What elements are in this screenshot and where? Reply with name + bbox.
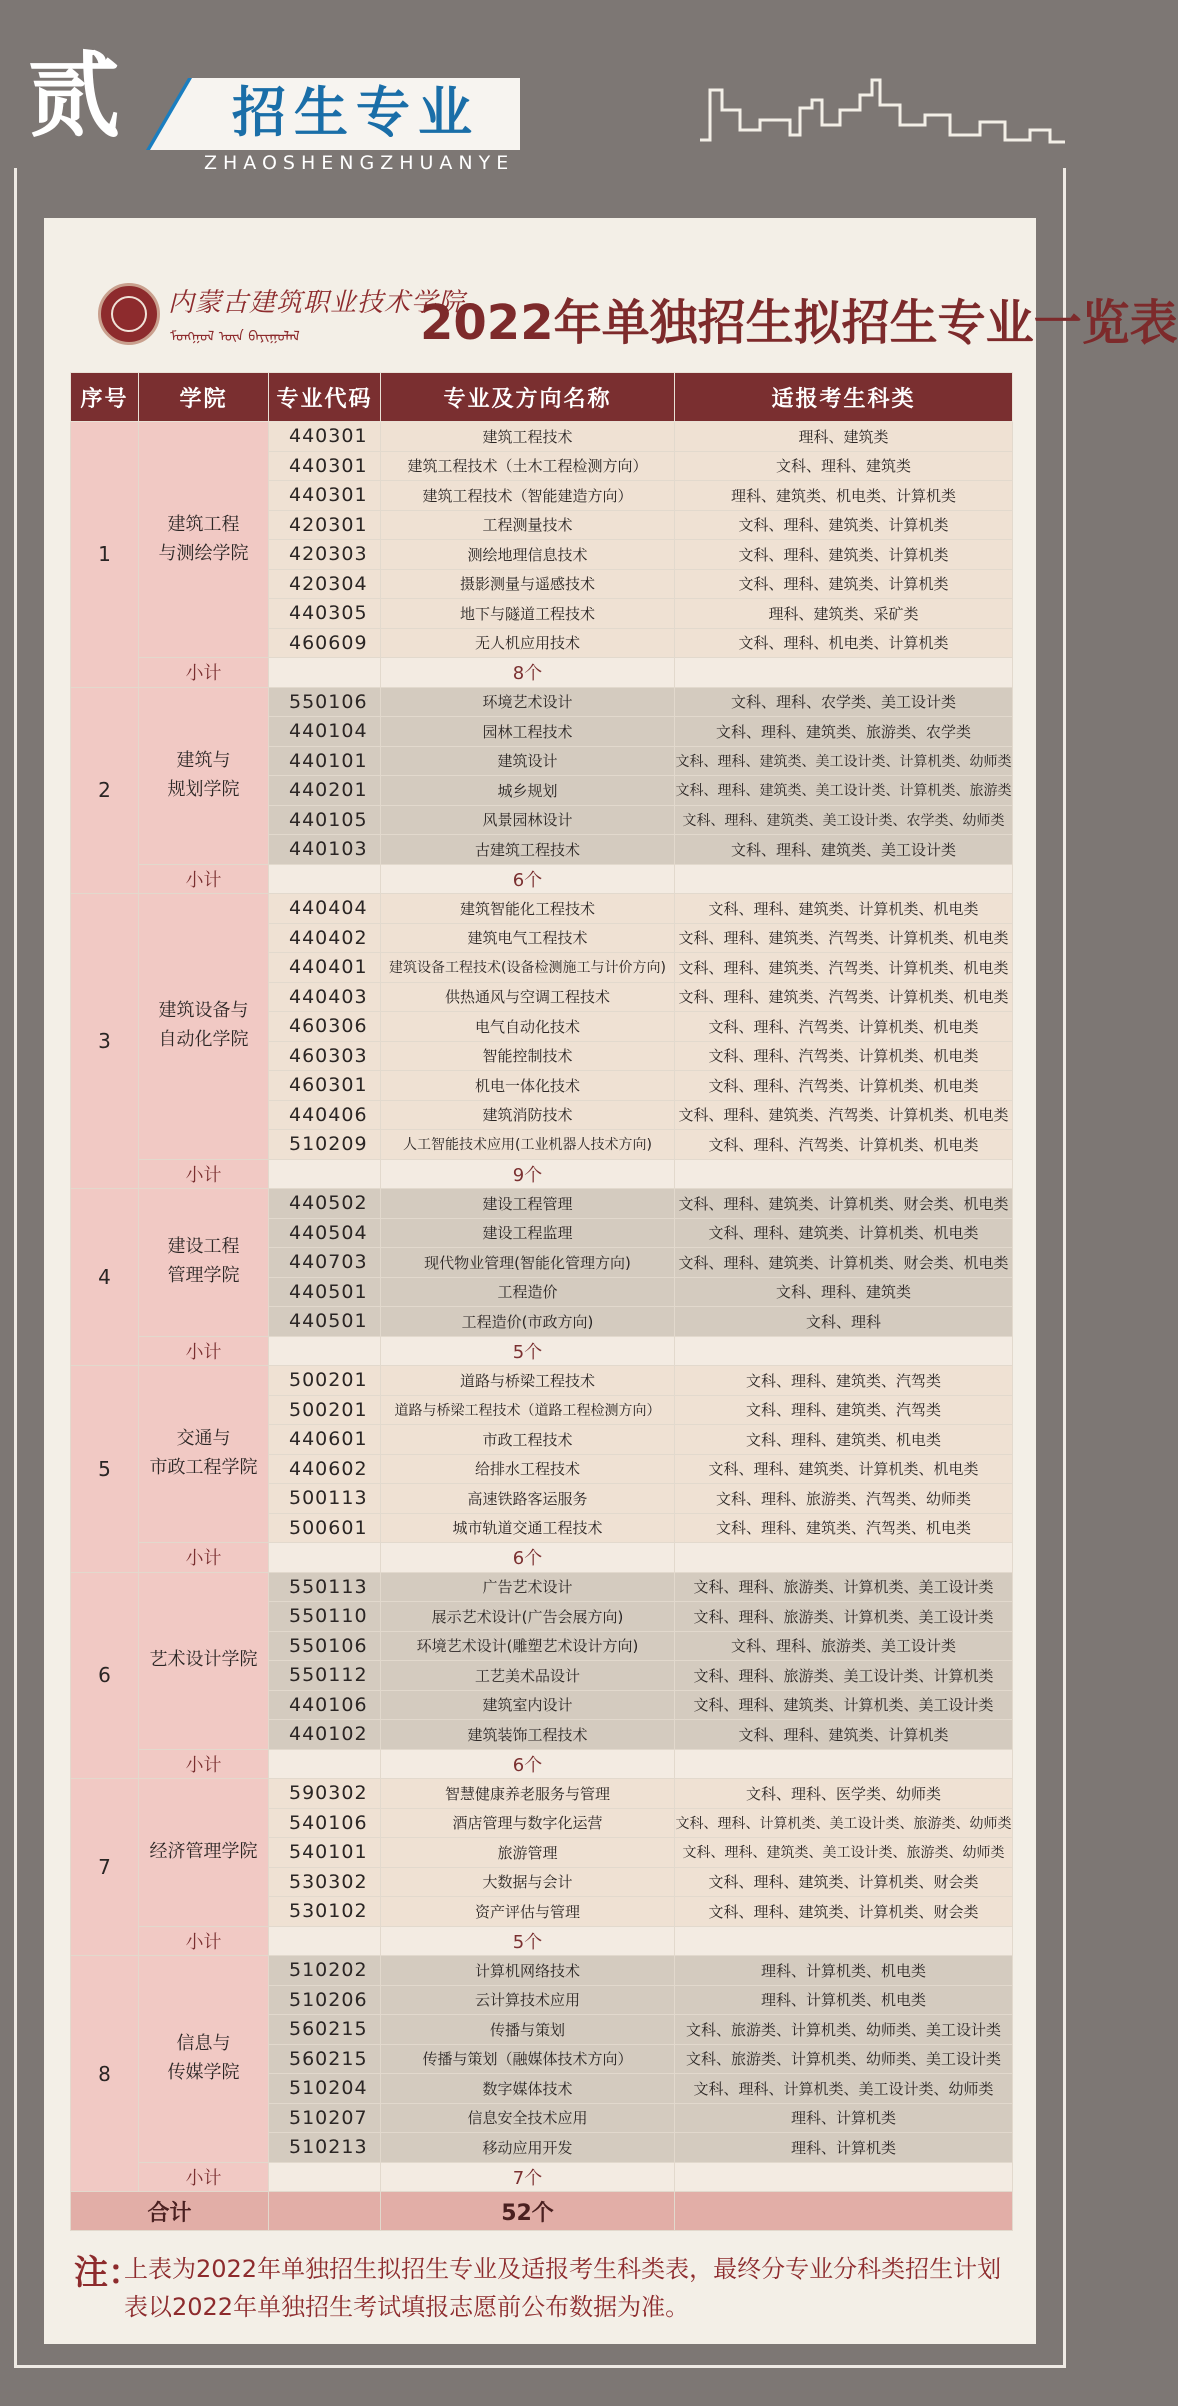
subjects-cell: 文科、理科、机电类、计算机类 <box>675 628 1013 658</box>
subjects-cell: 文科、理科、建筑类 <box>675 1277 1013 1307</box>
subjects-cell: 文科、理科、建筑类、计算机类、机电类 <box>675 1218 1013 1248</box>
subtotal-blank <box>675 1926 1013 1956</box>
subjects-cell: 理科、建筑类、采矿类 <box>675 599 1013 629</box>
subtotal-blank <box>269 1749 381 1779</box>
subjects-cell: 文科、理科、建筑类、美工设计类、计算机类、旅游类 <box>675 776 1013 806</box>
code-cell: 440201 <box>269 776 381 806</box>
major-cell: 资产评估与管理 <box>381 1897 675 1927</box>
subjects-cell: 文科、理科、建筑类、计算机类、财会类、机电类 <box>675 1189 1013 1219</box>
code-cell: 550110 <box>269 1602 381 1632</box>
subjects-cell: 文科、理科、医学类、幼师类 <box>675 1779 1013 1809</box>
subtotal-blank <box>269 1926 381 1956</box>
code-cell: 440106 <box>269 1690 381 1720</box>
major-cell: 道路与桥梁工程技术 <box>381 1366 675 1396</box>
code-cell: 440502 <box>269 1189 381 1219</box>
subtotal-label: 小计 <box>139 1926 269 1956</box>
major-cell: 信息安全技术应用 <box>381 2103 675 2133</box>
major-cell: 智慧健康养老服务与管理 <box>381 1779 675 1809</box>
subjects-cell: 文科、理科、建筑类、计算机类 <box>675 510 1013 540</box>
major-cell: 现代物业管理(智能化管理方向) <box>381 1248 675 1278</box>
total-blank <box>675 2192 1013 2231</box>
subjects-cell: 文科、理科、旅游类、计算机类、美工设计类 <box>675 1572 1013 1602</box>
subtotal-label: 小计 <box>139 1543 269 1573</box>
table-header-row <box>71 373 1013 422</box>
total-row <box>71 2192 1013 2231</box>
code-cell: 440301 <box>269 422 381 452</box>
table-row <box>71 1956 1013 1986</box>
code-cell: 440105 <box>269 805 381 835</box>
major-cell: 传播与策划 <box>381 2015 675 2045</box>
section-subtitle: ZHAOSHENGZHUANYE <box>204 152 515 174</box>
subjects-cell: 文科、理科、建筑类、计算机类、机电类 <box>675 1454 1013 1484</box>
subjects-cell: 理科、计算机类、机电类 <box>675 1956 1013 1986</box>
col-header-major: 专业及方向名称 <box>381 373 675 422</box>
table-row <box>71 1779 1013 1809</box>
subtotal-row <box>71 1543 1013 1573</box>
code-cell: 440104 <box>269 717 381 747</box>
subjects-cell: 文科、理科、旅游类、计算机类、美工设计类 <box>675 1602 1013 1632</box>
subjects-cell: 文科、理科、建筑类、计算机类、美工设计类 <box>675 1690 1013 1720</box>
major-cell: 移动应用开发 <box>381 2133 675 2163</box>
major-cell: 机电一体化技术 <box>381 1071 675 1101</box>
code-cell: 440601 <box>269 1425 381 1455</box>
major-cell: 展示艺术设计(广告会展方向) <box>381 1602 675 1632</box>
subtotal-blank <box>675 658 1013 688</box>
major-cell: 建筑消防技术 <box>381 1100 675 1130</box>
subtotal-blank <box>675 2162 1013 2192</box>
code-cell: 510204 <box>269 2074 381 2104</box>
major-cell: 建筑装饰工程技术 <box>381 1720 675 1750</box>
code-cell: 500201 <box>269 1395 381 1425</box>
college-cell: 建设工程 管理学院 <box>139 1189 269 1337</box>
subjects-cell: 文科、理科、建筑类、机电类 <box>675 1425 1013 1455</box>
seq-cell: 4 <box>71 1189 139 1366</box>
subtotal-label: 小计 <box>139 2162 269 2192</box>
subtotal-value: 8个 <box>381 658 675 688</box>
code-cell: 440504 <box>269 1218 381 1248</box>
code-cell: 440602 <box>269 1454 381 1484</box>
subtotal-label: 小计 <box>139 864 269 894</box>
col-header-subjects: 适报考生科类 <box>675 373 1013 422</box>
seq-cell: 5 <box>71 1366 139 1573</box>
subtotal-label: 小计 <box>139 658 269 688</box>
code-cell: 440103 <box>269 835 381 865</box>
subjects-cell: 文科、理科、建筑类、汽驾类 <box>675 1366 1013 1396</box>
subjects-cell: 理科、建筑类、机电类、计算机类 <box>675 481 1013 511</box>
subjects-cell: 文科、理科、建筑类、美工设计类、计算机类、幼师类 <box>675 746 1013 776</box>
subjects-cell: 文科、理科、建筑类 <box>675 451 1013 481</box>
code-cell: 460306 <box>269 1012 381 1042</box>
code-cell: 420301 <box>269 510 381 540</box>
subjects-cell: 文科、理科、建筑类、美工设计类、农学类、幼师类 <box>675 805 1013 835</box>
subjects-cell: 文科、理科、汽驾类、计算机类、机电类 <box>675 1130 1013 1160</box>
code-cell: 440301 <box>269 481 381 511</box>
major-cell: 计算机网络技术 <box>381 1956 675 1986</box>
major-cell: 风景园林设计 <box>381 805 675 835</box>
school-logo <box>98 283 160 345</box>
code-cell: 440101 <box>269 746 381 776</box>
subtotal-blank <box>675 1543 1013 1573</box>
subjects-cell: 文科、旅游类、计算机类、幼师类、美工设计类 <box>675 2015 1013 2045</box>
college-cell: 建筑与 规划学院 <box>139 687 269 864</box>
subtotal-blank <box>675 864 1013 894</box>
code-cell: 560215 <box>269 2015 381 2045</box>
major-cell: 云计算技术应用 <box>381 1985 675 2015</box>
subjects-cell: 文科、理科、建筑类、计算机类 <box>675 569 1013 599</box>
major-cell: 园林工程技术 <box>381 717 675 747</box>
code-cell: 440402 <box>269 923 381 953</box>
table-title: 2022年单独招生拟招生专业一览表 <box>420 295 1178 351</box>
major-cell: 给排水工程技术 <box>381 1454 675 1484</box>
major-cell: 道路与桥梁工程技术（道路工程检测方向） <box>381 1395 675 1425</box>
major-cell: 工程造价(市政方向) <box>381 1307 675 1337</box>
subjects-cell: 文科、理科、计算机类、美工设计类、幼师类 <box>675 2074 1013 2104</box>
subjects-cell: 文科、理科、建筑类、计算机类、财会类 <box>675 1897 1013 1927</box>
col-header-seq: 序号 <box>71 373 139 422</box>
subjects-cell: 文科、理科、建筑类、计算机类、财会类、机电类 <box>675 1248 1013 1278</box>
subjects-cell: 文科、理科、建筑类、美工设计类 <box>675 835 1013 865</box>
table-row <box>71 894 1013 924</box>
major-cell: 测绘地理信息技术 <box>381 540 675 570</box>
major-cell: 建筑工程技术（智能建造方向） <box>381 481 675 511</box>
code-cell: 550112 <box>269 1661 381 1691</box>
col-header-code: 专业代码 <box>269 373 381 422</box>
subjects-cell: 文科、理科、建筑类、汽驾类、计算机类、机电类 <box>675 982 1013 1012</box>
subjects-cell: 文科、理科、建筑类、计算机类、机电类 <box>675 894 1013 924</box>
subtotal-row <box>71 1749 1013 1779</box>
subtotal-row <box>71 864 1013 894</box>
total-label: 合计 <box>71 2192 269 2231</box>
college-cell: 经济管理学院 <box>139 1779 269 1927</box>
code-cell: 440501 <box>269 1307 381 1337</box>
code-cell: 460301 <box>269 1071 381 1101</box>
college-cell: 交通与 市政工程学院 <box>139 1366 269 1543</box>
seq-cell: 7 <box>71 1779 139 1956</box>
major-cell: 建筑电气工程技术 <box>381 923 675 953</box>
code-cell: 510207 <box>269 2103 381 2133</box>
subjects-cell: 文科、理科、建筑类、计算机类 <box>675 540 1013 570</box>
subtotal-label: 小计 <box>139 1336 269 1366</box>
majors-table <box>70 372 1013 2231</box>
major-cell: 建筑智能化工程技术 <box>381 894 675 924</box>
major-cell: 环境艺术设计(雕塑艺术设计方向) <box>381 1631 675 1661</box>
table-row <box>71 1572 1013 1602</box>
major-cell: 建筑设计 <box>381 746 675 776</box>
table-row <box>71 1189 1013 1219</box>
code-cell: 510209 <box>269 1130 381 1160</box>
major-cell: 工程造价 <box>381 1277 675 1307</box>
code-cell: 460609 <box>269 628 381 658</box>
code-cell: 420304 <box>269 569 381 599</box>
subtotal-value: 5个 <box>381 1336 675 1366</box>
subjects-cell: 文科、理科、旅游类、美工设计类、计算机类 <box>675 1661 1013 1691</box>
subtotal-row <box>71 658 1013 688</box>
code-cell: 440301 <box>269 451 381 481</box>
seq-cell: 3 <box>71 894 139 1189</box>
major-cell: 城市轨道交通工程技术 <box>381 1513 675 1543</box>
major-cell: 广告艺术设计 <box>381 1572 675 1602</box>
subjects-cell: 文科、理科、计算机类、美工设计类、旅游类、幼师类 <box>675 1808 1013 1838</box>
major-cell: 大数据与会计 <box>381 1867 675 1897</box>
code-cell: 460303 <box>269 1041 381 1071</box>
table-row <box>71 687 1013 717</box>
skyline-decoration <box>700 80 1065 175</box>
subtotal-value: 9个 <box>381 1159 675 1189</box>
footnote <box>74 2250 1014 2326</box>
subtotal-label: 小计 <box>139 1749 269 1779</box>
school-name-mongolian: ᠮᠣᠩᠭᠣᠯ ᠦᠨ ᠪᠠᠶᠢᠭᠤᠯᠠᠯ <box>170 329 300 345</box>
code-cell: 560215 <box>269 2044 381 2074</box>
major-cell: 酒店管理与数字化运营 <box>381 1808 675 1838</box>
major-cell: 建设工程管理 <box>381 1189 675 1219</box>
subtotal-blank <box>269 1543 381 1573</box>
code-cell: 510202 <box>269 1956 381 1986</box>
college-cell: 建筑设备与 自动化学院 <box>139 894 269 1160</box>
code-cell: 510206 <box>269 1985 381 2015</box>
major-cell: 智能控制技术 <box>381 1041 675 1071</box>
code-cell: 440403 <box>269 982 381 1012</box>
col-header-college: 学院 <box>139 373 269 422</box>
subjects-cell: 文科、旅游类、计算机类、幼师类、美工设计类 <box>675 2044 1013 2074</box>
code-cell: 440404 <box>269 894 381 924</box>
code-cell: 440401 <box>269 953 381 983</box>
subjects-cell: 文科、理科、建筑类、汽驾类、计算机类、机电类 <box>675 953 1013 983</box>
subjects-cell: 文科、理科、汽驾类、计算机类、机电类 <box>675 1071 1013 1101</box>
major-cell: 工艺美术品设计 <box>381 1661 675 1691</box>
total-value: 52个 <box>381 2192 675 2231</box>
major-cell: 建筑工程技术 <box>381 422 675 452</box>
major-cell: 建筑工程技术（土木工程检测方向） <box>381 451 675 481</box>
college-cell: 艺术设计学院 <box>139 1572 269 1749</box>
major-cell: 摄影测量与遥感技术 <box>381 569 675 599</box>
section-number: 贰 <box>28 42 119 150</box>
subtotal-blank <box>269 658 381 688</box>
subtotal-value: 6个 <box>381 864 675 894</box>
subjects-cell: 文科、理科、建筑类、计算机类 <box>675 1720 1013 1750</box>
subjects-cell: 文科、理科、建筑类、美工设计类、旅游类、幼师类 <box>675 1838 1013 1868</box>
major-cell: 高速铁路客运服务 <box>381 1484 675 1514</box>
subjects-cell: 文科、理科、建筑类、汽驾类、计算机类、机电类 <box>675 923 1013 953</box>
subjects-cell: 文科、理科、农学类、美工设计类 <box>675 687 1013 717</box>
major-cell: 市政工程技术 <box>381 1425 675 1455</box>
subjects-cell: 文科、理科 <box>675 1307 1013 1337</box>
major-cell: 人工智能技术应用(工业机器人技术方向) <box>381 1130 675 1160</box>
subtotal-row <box>71 1926 1013 1956</box>
code-cell: 500113 <box>269 1484 381 1514</box>
subjects-cell: 文科、理科、建筑类、计算机类、财会类 <box>675 1867 1013 1897</box>
major-cell: 环境艺术设计 <box>381 687 675 717</box>
code-cell: 440703 <box>269 1248 381 1278</box>
code-cell: 420303 <box>269 540 381 570</box>
code-cell: 540101 <box>269 1838 381 1868</box>
code-cell: 500201 <box>269 1366 381 1396</box>
subtotal-row <box>71 2162 1013 2192</box>
subtotal-value: 6个 <box>381 1543 675 1573</box>
section-title: 招生专业 <box>232 81 480 144</box>
subtotal-blank <box>269 1336 381 1366</box>
major-cell: 建筑室内设计 <box>381 1690 675 1720</box>
code-cell: 440406 <box>269 1100 381 1130</box>
subjects-cell: 文科、理科、建筑类、汽驾类、计算机类、机电类 <box>675 1100 1013 1130</box>
code-cell: 550106 <box>269 687 381 717</box>
major-cell: 数字媒体技术 <box>381 2074 675 2104</box>
subjects-cell: 理科、计算机类 <box>675 2133 1013 2163</box>
college-cell: 建筑工程 与测绘学院 <box>139 422 269 658</box>
major-cell: 地下与隧道工程技术 <box>381 599 675 629</box>
code-cell: 550113 <box>269 1572 381 1602</box>
subtotal-blank <box>675 1159 1013 1189</box>
subjects-cell: 文科、理科、建筑类、汽驾类、机电类 <box>675 1513 1013 1543</box>
code-cell: 550106 <box>269 1631 381 1661</box>
major-cell: 旅游管理 <box>381 1838 675 1868</box>
subjects-cell: 文科、理科、汽驾类、计算机类、机电类 <box>675 1012 1013 1042</box>
subjects-cell: 文科、理科、旅游类、美工设计类 <box>675 1631 1013 1661</box>
subtotal-blank <box>269 864 381 894</box>
subtotal-value: 7个 <box>381 2162 675 2192</box>
major-cell: 供热通风与空调工程技术 <box>381 982 675 1012</box>
major-cell: 建筑设备工程技术(设备检测施工与计价方向) <box>381 953 675 983</box>
major-cell: 无人机应用技术 <box>381 628 675 658</box>
subtotal-blank <box>269 1159 381 1189</box>
subtotal-label: 小计 <box>139 1159 269 1189</box>
subjects-cell: 理科、计算机类 <box>675 2103 1013 2133</box>
code-cell: 510213 <box>269 2133 381 2163</box>
table-row <box>71 422 1013 452</box>
footnote-label: 注： <box>74 2253 142 2293</box>
subtotal-blank <box>675 1749 1013 1779</box>
major-cell: 工程测量技术 <box>381 510 675 540</box>
table-row <box>71 1366 1013 1396</box>
subtotal-value: 6个 <box>381 1749 675 1779</box>
seq-cell: 1 <box>71 422 139 688</box>
code-cell: 500601 <box>269 1513 381 1543</box>
major-cell: 古建筑工程技术 <box>381 835 675 865</box>
subjects-cell: 理科、建筑类 <box>675 422 1013 452</box>
subjects-cell: 文科、理科、汽驾类、计算机类、机电类 <box>675 1041 1013 1071</box>
code-cell: 530102 <box>269 1897 381 1927</box>
subtotal-row <box>71 1336 1013 1366</box>
footnote-text: 上表为2022年单独招生拟招生专业及适报考生科类表，最终分专业分科类招生计划表以2022年单独招生考试填报志愿前公布数据为准。 <box>124 2255 1002 2321</box>
subtotal-blank <box>675 1336 1013 1366</box>
subjects-cell: 文科、理科、建筑类、汽驾类 <box>675 1395 1013 1425</box>
subtotal-row <box>71 1159 1013 1189</box>
seq-cell: 8 <box>71 1956 139 2192</box>
major-cell: 电气自动化技术 <box>381 1012 675 1042</box>
subtotal-value: 5个 <box>381 1926 675 1956</box>
college-cell: 信息与 传媒学院 <box>139 1956 269 2163</box>
seq-cell: 6 <box>71 1572 139 1779</box>
seq-cell: 2 <box>71 687 139 894</box>
code-cell: 540106 <box>269 1808 381 1838</box>
code-cell: 440501 <box>269 1277 381 1307</box>
school-name: 内蒙古建筑职业技术学院 <box>168 288 466 318</box>
code-cell: 530302 <box>269 1867 381 1897</box>
major-cell: 城乡规划 <box>381 776 675 806</box>
major-cell: 建设工程监理 <box>381 1218 675 1248</box>
total-blank <box>269 2192 381 2231</box>
code-cell: 440102 <box>269 1720 381 1750</box>
subjects-cell: 文科、理科、旅游类、汽驾类、幼师类 <box>675 1484 1013 1514</box>
major-cell: 传播与策划（融媒体技术方向） <box>381 2044 675 2074</box>
subjects-cell: 文科、理科、建筑类、旅游类、农学类 <box>675 717 1013 747</box>
code-cell: 440305 <box>269 599 381 629</box>
subjects-cell: 理科、计算机类、机电类 <box>675 1985 1013 2015</box>
code-cell: 590302 <box>269 1779 381 1809</box>
subtotal-blank <box>269 2162 381 2192</box>
